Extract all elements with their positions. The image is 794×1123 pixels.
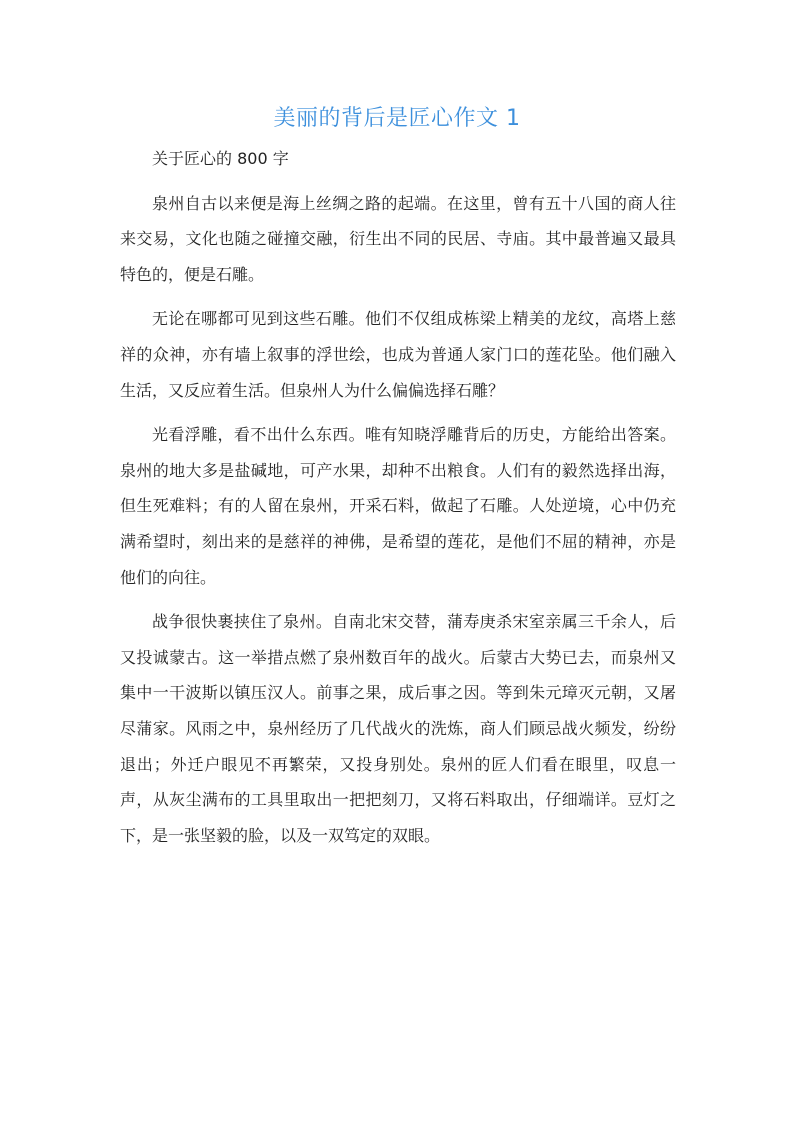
body-paragraph-1: 泉州自古以来便是海上丝绸之路的起端。在这里，曾有五十八国的商人往来交易，文化也随之碰撞交融，衍生出不同的民居、寺庙。其中最普遍又最具特色的，便是石雕。 [120, 193, 676, 284]
body-paragraph-4: 战争很快裹挟住了泉州。自南北宋交替，蒲寿庚杀宋室亲属三千余人，后又投诚蒙古。这一举措点燃了泉州数百年的战火。后蒙古大势已去，而泉州又集中一干波斯以镇压汉人。前事之果，成后事之因。等到朱元璋灭元朝，又屠尽蒲家。风雨之中，泉州经历了几代战火的洗炼，商人们顾忌战火频发，纷纷退出；外迁户眼见不再繁荣，又投身别处。泉州的匠人们看在眼里，叹息一声，从灰尘满布的工具里取出一把把刻刀，又将石料取出，仔细端详。豆灯之下，是一张坚毅的脸，以及一双笃定的双眼。 [120, 612, 676, 845]
subtitle-paragraph: 关于匠心的 800 字 [152, 149, 289, 168]
body-paragraph-2: 无论在哪都可见到这些石雕。他们不仅组成栋梁上精美的龙纹，高塔上慈祥的众神，亦有墙上叙事的浮世绘，也成为普通人家门口的莲花坠。他们融入生活，又反应着生活。但泉州人为什么偏偏选择石雕？ [120, 309, 676, 400]
document-title: 美丽的背后是匠心作文 1 [273, 106, 521, 131]
body-paragraph-3: 光看浮雕，看不出什么东西。唯有知晓浮雕背后的历史，方能给出答案。泉州的地大多是盐碱地，可产水果，却种不出粮食。人们有的毅然选择出海，但生死难料；有的人留在泉州，开采石料，做起了石雕。人处逆境，心中仍充满希望时，刻出来的是慈祥的神佛，是希望的莲花，是他们不屈的精神，亦是他们的向往。 [120, 425, 676, 587]
document-body [120, 141, 676, 853]
